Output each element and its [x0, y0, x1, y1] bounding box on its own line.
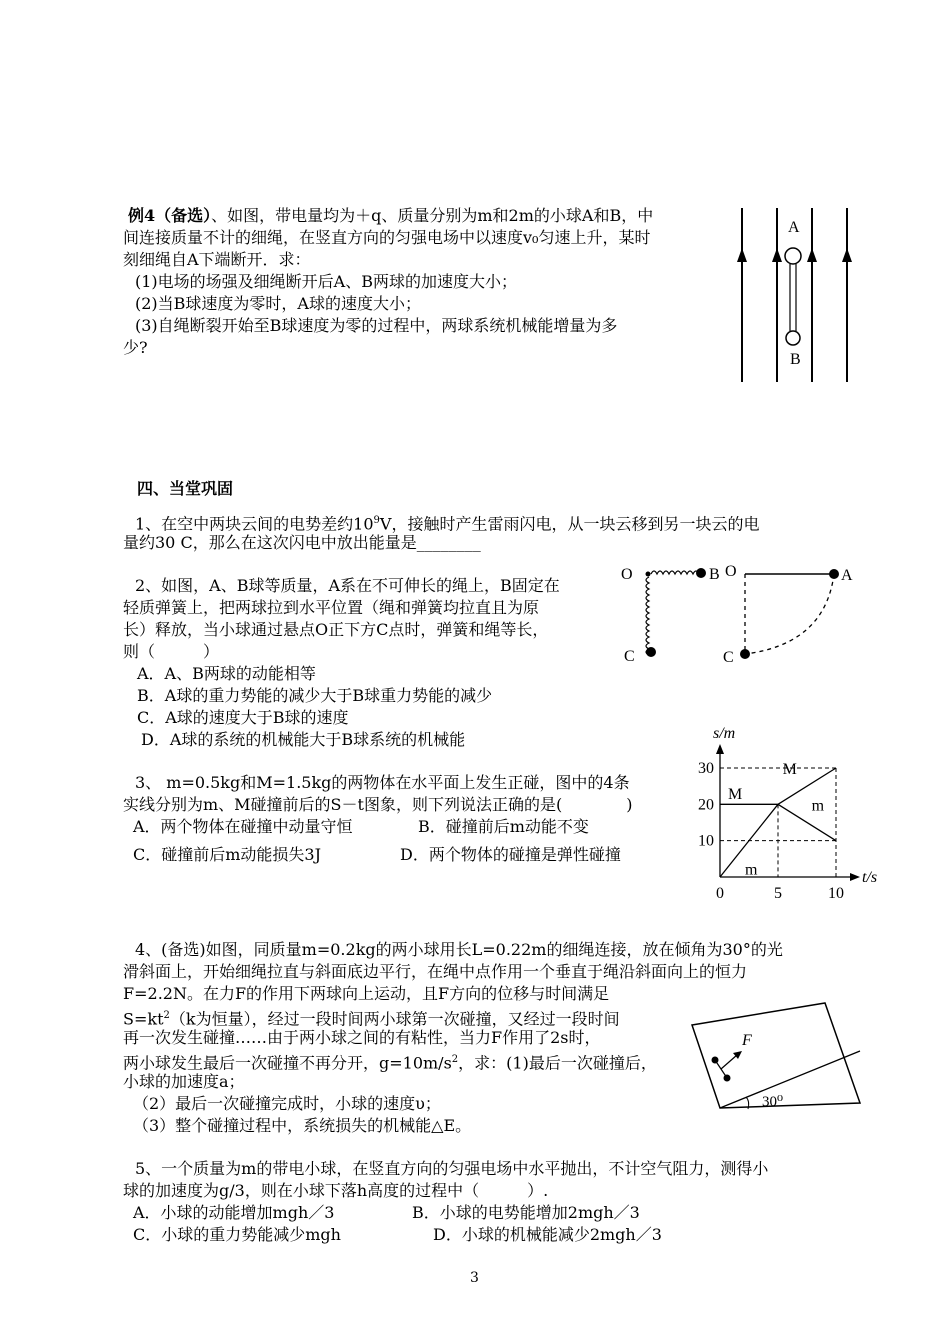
- x-tick-label: 5: [774, 885, 782, 902]
- ex4-line3: 刻细绳自A下端断开．求：: [123, 250, 311, 269]
- ball-b: [696, 568, 706, 578]
- svg-text:B: B: [709, 566, 720, 583]
- ex4-question-3b: 少?: [123, 338, 148, 357]
- pendulum-spring-figure: [615, 560, 865, 670]
- svg-text:C: C: [624, 648, 635, 665]
- p3-line1: 3、 m=0.5kg和M=1.5kg的两物体在水平面上发生正碰，图中的4条: [135, 773, 630, 792]
- p1-line2: 量约30 C，那么在这次闪电中放出能量是________: [123, 533, 481, 552]
- ex4-question-2: (2)当B球速度为零时，A球的速度大小；: [135, 294, 421, 313]
- p4-question-2: （2）最后一次碰撞完成时，小球的速度υ；: [133, 1094, 441, 1113]
- x-axis-label: t/s: [862, 869, 878, 886]
- p4-line3: F=2.2N。在力F的作用下两球向上运动，且F方向的位移与时间满足: [123, 984, 610, 1003]
- p5-line2: 球的加速度为g/3，则在小球下落h高度的过程中（ ）.: [123, 1181, 549, 1200]
- y-tick-label: 30: [698, 760, 714, 777]
- spring-vertical: [646, 577, 649, 655]
- incline-figure: [690, 995, 880, 1120]
- p4-line4: $S=kt^2(k$为恒量），经过一段时间两小球第一次碰撞，又经过一段时间: [123, 1009, 620, 1029]
- svg-text:A: A: [841, 567, 853, 584]
- p4-line1: 4、(备选)如图，同质量m=0.2kg的两小球用长L=0.22m的细绳连接，放在倾角为30°的光: [135, 940, 783, 959]
- y-tick-label: 20: [698, 796, 714, 814]
- p5-option-b: B．小球的电势能增加2mgh／3: [412, 1203, 640, 1222]
- ball-c1: [646, 647, 656, 657]
- series-label-m: m: [811, 797, 825, 815]
- p3-option-a: A．两个物体在碰撞中动量守恒: [133, 817, 353, 836]
- spring-horizontal: [651, 571, 699, 574]
- y-tick-label: 10: [698, 832, 714, 850]
- ball-a-label: A: [788, 219, 800, 236]
- x-tick-label: 10: [828, 885, 844, 902]
- p5-line1: 5、一个质量为m的带电小球，在竖直方向的匀强电场中水平抛出，不计空气阻力，测得小: [135, 1159, 769, 1178]
- p4-line2: 滑斜面上，开始细绳拉直与斜面底边平行，在绳中点作用一个垂直于绳沿斜面向上的恒力: [123, 962, 748, 981]
- ex4-question-3a: (3)自绳断裂开始至B球速度为零的过程中，两球系统机械能增量为多: [135, 316, 618, 335]
- p5-option-d: D．小球的机械能减少2mgh／3: [433, 1225, 662, 1244]
- force-label: F: [742, 1032, 752, 1049]
- p4-line6: 两小球发生最后一次碰撞不再分开，$g=10m/s^2$，求：(1)最后一次碰撞后，: [123, 1053, 657, 1073]
- section-title: 四、当堂巩固: [137, 479, 234, 498]
- p3-option-d: D．两个物体的碰撞是弹性碰撞: [400, 845, 621, 864]
- svg-text:O: O: [725, 563, 737, 580]
- p3-line2: 实线分别为m、M碰撞前后的S－t图象，则下列说法正确的是( ): [123, 795, 633, 814]
- p2-line2: 轻质弹簧上，把两球拉到水平位置（绳和弹簧均拉直且为原: [123, 598, 540, 617]
- ex4-line1: 例4（备选）、如图，带电量均为＋q、质量分别为m和2m的小球A和B，中: [128, 206, 654, 225]
- p4-line5: 再一次发生碰撞……由于两小球之间的有粘性，当力F作用了2s时，: [123, 1028, 601, 1047]
- p4-line7: 小球的加速度a；: [123, 1072, 245, 1091]
- ball-c2: [740, 649, 750, 659]
- svg-text:O: O: [621, 566, 633, 583]
- p3-option-b: B．碰撞前后m动能不变: [418, 817, 589, 836]
- ex4-label: 例4（备选）: [128, 206, 212, 225]
- p2-option-c: C．A球的速度大于B球的速度: [137, 708, 349, 727]
- ball-b-label: B: [790, 351, 801, 368]
- ex4-line2: 间连接质量不计的细绳，在竖直方向的匀强电场中以速度v₀匀速上升，某时: [123, 228, 651, 247]
- ex4-question-1: (1)电场的场强及细绳断开后A、B两球的加速度大小；: [135, 272, 517, 291]
- p2-line4: 则（ ）: [123, 642, 220, 661]
- p2-option-b: B．A球的重力势能的减少大于B球重力势能的减少: [137, 686, 493, 705]
- series-label-M: M: [728, 785, 743, 803]
- ball-b: [786, 331, 800, 345]
- p2-line3: 长）释放，当小球通过悬点O正下方C点时，弹簧和绳等长，: [123, 620, 549, 639]
- electric-field-figure: [730, 200, 860, 390]
- y-axis-arrow: [716, 744, 724, 754]
- p2-option-d: D．A球的系统的机械能大于B球系统的机械能: [141, 730, 466, 749]
- p2-option-a: A．A、B两球的动能相等: [137, 664, 316, 683]
- x-axis-arrow: [850, 873, 860, 881]
- x-tick-label: 0: [716, 885, 724, 902]
- p4-question-3: （3）整个碰撞过程中，系统损失的机械能△E。: [133, 1116, 472, 1135]
- s-t-chart: [690, 712, 900, 902]
- series-label-M: M: [782, 761, 797, 779]
- svg-text:C: C: [723, 649, 734, 666]
- p3-option-c: C．碰撞前后m动能损失3J: [133, 845, 322, 864]
- series-label-m: m: [745, 861, 758, 879]
- p5-option-c: C．小球的重力势能减少mgh: [133, 1225, 341, 1244]
- angle-label: 30⁰: [762, 1094, 784, 1110]
- y-axis-label: s/m: [713, 725, 736, 742]
- p1-line1: 1、在空中两块云间的电势差约$10^9V$，接触时产生雷雨闪电，从一块云移到另一块云的电: [135, 514, 760, 534]
- p2-line1: 2、如图，A、B球等质量，A系在不可伸长的绳上，B固定在: [135, 576, 560, 595]
- series-line-m: [778, 804, 836, 840]
- p5-option-a: A．小球的动能增加mgh／3: [133, 1203, 335, 1222]
- page-number: 3: [470, 1270, 479, 1286]
- ball-a: [785, 248, 801, 264]
